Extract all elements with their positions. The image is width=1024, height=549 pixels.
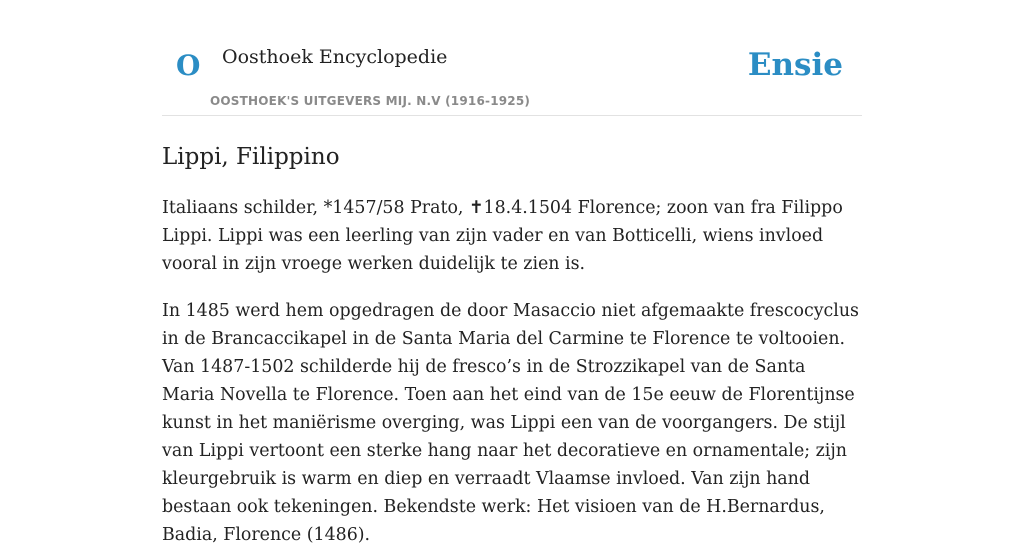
- site-title-link[interactable]: Oosthoek Encyclopedie: [222, 46, 448, 68]
- publisher-logo[interactable]: O: [176, 49, 201, 82]
- ensie-brand-link[interactable]: Ensie: [747, 47, 843, 83]
- site-header: [162, 0, 862, 116]
- publisher-subtitle: OOSTHOEK'S UITGEVERS MIJ. N.V (1916-1925): [210, 94, 531, 108]
- entry-paragraph: In 1485 werd hem opgedragen de door Masaccio niet afgemaakte frescocyclus in de Brancaccikapel in de Santa Maria del Carmine te Florence te voltooien. Van 1487-1502 schilderde hij de fresco’s in de Strozzikapel van de Santa Maria Novella te Florence. Toen aan het eind van de 15e eeuw de Florentijnse kunst in het maniërisme overging, was Lippi een van de voorgangers. De stijl van Lippi vertoont een sterke hang naar het decoratieve en ornamentale; zijn kleurgebruik is warm en diep en verraadt Vlaamse invloed. Van zijn hand bestaan ook tekeningen. Bekendste werk: Het visioen van de H.Bernardus, Badia, Florence (1486).: [162, 301, 859, 545]
- entry-title: Lippi, Filippino: [162, 144, 340, 170]
- entry-body: [162, 194, 862, 549]
- page: [162, 0, 862, 549]
- entry-paragraph: Italiaans schilder, *1457/58 Prato, ✝18.4.1504 Florence; zoon van fra Filippo Lippi. Lippi was een leerling van zijn vader en van Botticelli, wiens invloed vooral in zijn vroege werken duidelijk te zien is.: [162, 198, 843, 274]
